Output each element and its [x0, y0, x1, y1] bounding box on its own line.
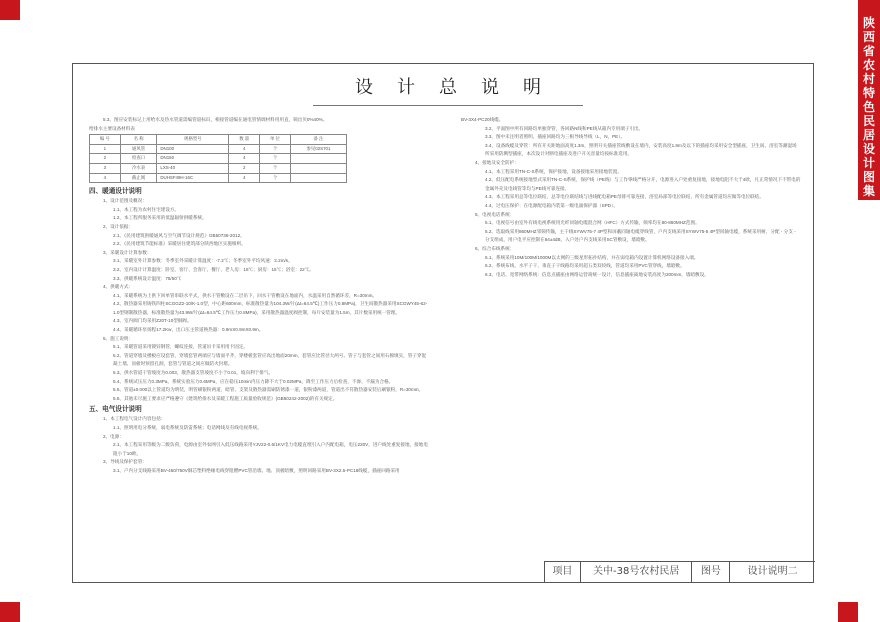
paragraph: 4.2、低压配电系统接地型式采用TN-C-S系统，保护线（PE线）与工作零线严格分开，电源进入户处重复接地，接地电阻不大于4欧，凡正常情况下不带电的金属外壳及电线管等均与PE线可靠连接。: [485, 177, 801, 191]
table-cell: 冷水表: [120, 163, 157, 173]
paragraph: 5.2、选取线采用860MHZ邻频传输，主干线SYWV75-7 4P型和屏蔽同轴电缆穿线管，户内支线采用SYWV75-5 4P型同轴电缆，系统采用树、分配 - 分支 - 分支组成，用户电平应控制在64±4dB，入户处户内支线采用SC管敷设，墙暗敷。: [485, 228, 796, 243]
paragraph: 6.3、电话、宽带网络系统：信息点插座由网络运营商统一设计，信息插座离地安装高度为200mm，墙暗敷设。: [485, 271, 709, 277]
paragraph: 4、供暖方式：: [103, 284, 134, 290]
paragraph: 3、采暖设计计算参数：: [103, 249, 152, 255]
paragraph: 2.1、《民用建筑供暖通风与空气调节设计规范》GB50736-2012。: [113, 232, 245, 238]
corner-mark-bottom-right: [838, 602, 858, 622]
table-cell: 3: [90, 163, 121, 173]
side-title-char: 西: [862, 30, 875, 44]
side-title-char: 民: [862, 114, 875, 128]
side-title-char: 计: [862, 156, 875, 170]
table-row: [90, 173, 347, 183]
table-cell: 个: [260, 154, 291, 164]
table-cell: [290, 154, 346, 164]
table-row: [90, 163, 347, 173]
paragraph: 3.1、采暖室外计算参数：冬季室外采暖计算温度：-7.2℃；冬季室外平均风速：2.2m/s。: [113, 258, 293, 264]
paragraph: BV-3X4-PC20线缆。: [461, 117, 504, 122]
table-cell: 2: [90, 154, 121, 164]
paragraph: 4.3、本工程采用总等电位联结，总等电位联结线与进线配电箱PE母排可靠连接，浴室局部等电位联结，所有金属管道均应做等电位联结。: [485, 194, 764, 200]
table-cell: 通风管: [120, 144, 157, 154]
corner-mark-bottom-left: [0, 602, 20, 622]
table-header-cell: 单 位: [260, 135, 291, 145]
paragraph: 6、综合布线系统：: [475, 245, 515, 251]
table-row: [90, 154, 347, 164]
paragraph: 3.3、供暖系统设计温度：75/50℃: [113, 275, 182, 281]
paragraph: 4.3、室内阀门均采用Z20T-10型铜阀。: [113, 318, 192, 324]
table-cell: DUHSF49H-16C: [157, 173, 229, 183]
paragraph: 3.3、图中未注明者照明、插座回路均为三根导线导线（L，N，PE）。: [485, 134, 626, 140]
table-header-cell: 规格型号: [157, 135, 229, 145]
paragraph: 6.2、系统布线，水平子干、垂直子干线路均采用超五类双绞线，管道均采用PVC管穿线，墙暗敷。: [485, 263, 685, 269]
paragraph: 5、电视电话系统：: [475, 211, 515, 217]
paragraph: 1.1、照明用电分系统，弱电系统及防雷系统；电话网线及有线电视系统。: [113, 425, 262, 430]
right-column: [461, 116, 801, 279]
paragraph: 4.4、采暖循环泵扬程17.2Kw，出口压主管道换热器：0.9mX0.9mX0.9m。: [113, 327, 264, 333]
paragraph: 2、电源：: [103, 433, 124, 439]
paragraph: 5、施工说明：: [103, 335, 134, 341]
paragraph: 1.1、本工程为农村住宅建设方。: [113, 206, 180, 212]
paragraph: 3.2、平面图中所有回路均单独穿管，各回路N线和PE线从箱内专用端子引出。: [485, 125, 644, 131]
document-title: 设计总说明: [355, 77, 565, 98]
table-cell: 1: [90, 144, 121, 154]
table-cell: 2: [229, 163, 260, 173]
paragraph: 5.2、管道穿墙及楼板应设套管，穿墙套管两端应与墙面平齐，穿楼板套管应高出地面20mm，套管应比管径大两号。管子与套管之间用石棉填实，管子穿混凝土墙、顶板时预留孔洞，套管与管道之间应做防火封堵。: [113, 352, 427, 367]
paragraph: 4、接地及安全防护：: [475, 159, 519, 165]
table-cell: DN100: [157, 144, 229, 154]
paragraph: 1、本工程电气设计内容包括：: [103, 416, 166, 422]
table-cell: 参见02S701: [290, 144, 346, 154]
paragraph: 2.1、本工程采用等级为二级负荷，电源由室外农网引入低压线路采用YJV22-0.6/1KV电力电缆直埋引入户内配电箱，电压220V，进户线处重复接地，接地电阻小于10欧。: [113, 442, 428, 456]
table-header-cell: 数 量: [229, 135, 260, 145]
table-cell: 个: [260, 144, 291, 154]
side-title-char: 设: [862, 142, 875, 156]
paragraph: 2、设计依据：: [103, 223, 134, 229]
table-cell: 检查口: [120, 154, 157, 164]
title-block: [544, 561, 815, 582]
paragraph: 给排水主要设备材料表: [89, 125, 135, 131]
paragraph: 3.4、设备线缆及穿管：所有开关距地面高度1.3m，照明开关插座管线敷设在墙内，安装高度1.8m及以下的插座均采用安全型插座，卫生间、浴室等潮湿场所采用防溅型插座，本次设计对断电插座及进户开关容量均按标准选用。: [485, 142, 797, 157]
paragraph: 3、导线及保护套管：: [103, 459, 147, 465]
project-label: 项目: [545, 562, 581, 582]
table-cell: DN150: [157, 154, 229, 164]
table-header-cell: 名 称: [120, 135, 157, 145]
table-cell: 4: [90, 173, 121, 183]
side-title-char: 村: [862, 72, 875, 86]
side-title: [858, 16, 880, 198]
paragraph: 1、设计范围及概况：: [103, 198, 147, 204]
table-header-cell: 备 注: [290, 135, 346, 145]
table-header-row: [90, 135, 347, 145]
equipment-table: [89, 134, 347, 183]
table-cell: 4: [229, 173, 260, 183]
paragraph: 1.2、本工程所服务采用的低温辐射供暖系统。: [113, 215, 207, 221]
paragraph: 5.3、供水管道干管坡度为0.003，散热器支管坡度不小于0.01，坡向利于排气。: [113, 370, 274, 376]
paragraph: 4.1、采暖系统为上供下回单管串联水平式，供水干管敷设在二层吊下，回水干管敷设在地面内，水温采用自然循环差，R=30mm。: [113, 292, 378, 298]
paragraph: 5.4、系统试压压力0.3MPa，系统实验压力0.6MPa，应在稳压10min内压力降不大于0.02MPa，降至工作压力后检查，不渗、不漏为合格。: [113, 378, 394, 384]
paragraph: 4.4、过电压保护：在电源配电箱内装第一级电涌保护器（SPD）。: [485, 202, 618, 208]
paragraph: 4.2、散热器采用铸铁四柱SCGGZ2-10/K-1.0型，中心距600mm，标准散热量为104.3W/片(Δt=64.5℃)工作压力0.8MPa)，卫生间散热器采用SCGWY45-62-1.0型钢制散热器，标准散热量为43.9W/片(Δt=64.5℃工作压力0.8MPa)，采用散热器温度阀控制，每片安装量为1.5m，其片数采用统一管理。: [113, 301, 428, 315]
table-cell: 个: [260, 173, 291, 183]
table-cell: LXS-40: [157, 163, 229, 173]
table-cell: 4: [229, 144, 260, 154]
side-title-char: 农: [862, 58, 875, 72]
paragraph: 5.3、图应安装标记上用给水及热水管道需编管道标识，相接管道编在通电管情调材料用用直，频出贝0%40%。: [103, 117, 328, 122]
paragraph: 5.1、采暖管道采用镀锌钢管，螺纹连接，管道吊卡采用用卡固定。: [113, 344, 249, 350]
side-title-char: 特: [862, 86, 875, 100]
table-cell: 截止阀: [120, 173, 157, 183]
table-cell: [290, 163, 346, 173]
corner-mark-top-left: [0, 0, 20, 20]
paragraph: 4.1、本工程采用TN-C-S系统，保护接地，设备接地采用接地装置。: [485, 168, 622, 174]
drawing-number: 设计说明二: [747, 566, 798, 577]
drawing-sheet: [72, 63, 814, 583]
side-title-char: 色: [862, 100, 875, 114]
side-title-char: 陕: [862, 16, 875, 30]
side-title-char: 省: [862, 44, 875, 58]
table-cell: [290, 173, 346, 183]
paragraph: 3.1、户内分支线路采用BV-450/750V铜芯塑料绝缘电线穿阻燃PVC管沿墙、地、顶板暗敷，照明回路采用BV-3X2.5-PC16线缆，插座回路采用: [113, 467, 400, 473]
project-name: 关中-38号农村民居: [581, 562, 693, 582]
table-row: [90, 144, 347, 154]
section-heading: 五、电气设计说明: [89, 406, 142, 414]
side-title-char: 图: [862, 170, 875, 184]
paragraph: 3.2、室内设计计算温度：卧室、客厅、会客厅、餐厅、老人房：18℃；厨房：15℃；浴室：22℃。: [113, 266, 314, 272]
section-heading: 四、暖通设计说明: [89, 188, 142, 196]
side-title-char: 居: [862, 128, 875, 142]
paragraph: 6.1、系统采用10M/100M/1000M以太网的三级星形拓扑结构，并在弱电箱内设置计算机网络设备接入端。: [485, 254, 699, 260]
drawing-number-label: 图号: [692, 562, 730, 582]
table-cell: 个: [260, 163, 291, 173]
title-block-top: [313, 70, 583, 106]
paragraph: 5.5、管道±0.000以上管道均为明装，明管刷银粉两道，暗管、支架及散热器需刷防锈漆一道，银粉漆两道，管道出不符散热器安装后刷银粉，R=30mm。: [113, 387, 424, 393]
paragraph: 2.2、《民用建筑节能标准》采暖居住建筑部分陕西地区实施细则。: [113, 241, 246, 247]
paragraph: 5.6、其他未尽施工要求应严格遵守《建筑给排水及采暖工程施工质量验收规范》(GB50242-2002)的有关规定。: [113, 395, 338, 401]
left-column: [89, 116, 429, 476]
paragraph: 5.1、电视信号由室外有线电视系统用光纤同轴电缆混合网（HFC）方式传输，频率均在80-860MHZ范围。: [485, 220, 700, 226]
side-title-char: 集: [862, 184, 875, 198]
table-cell: 4: [229, 154, 260, 164]
table-header-cell: 编 号: [90, 135, 121, 145]
